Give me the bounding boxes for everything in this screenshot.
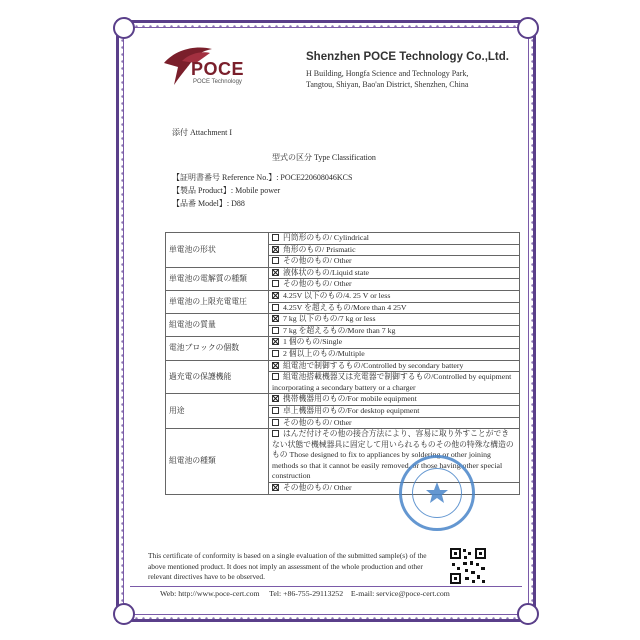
- option-text: 7 kg を超えるもの/More than 7 kg: [283, 325, 396, 335]
- info-model: [172, 198, 245, 209]
- option-text: 角形のもの/ Prismatic: [283, 244, 356, 254]
- address-line-1: H Building, Hongfa Science and Technology Park,: [306, 69, 469, 78]
- option-cell: [269, 290, 520, 302]
- footer-divider: [130, 586, 522, 587]
- info-reference: [172, 172, 352, 183]
- stamp-star-icon: [402, 458, 472, 528]
- option-text: 組電池搭載機器又は充電器で制御するもの/Controlled by equipment incorporating a secondary battery or a charger: [272, 372, 512, 392]
- table-row: [166, 337, 520, 349]
- option-text: 4.25V 以下のもの/4. 25 V or less: [283, 290, 391, 300]
- option-text: はんだ付けその他の接合方法により、容易に取り外すことができない状態で機械器具に固定して用いられるものその他の特殊な構造のもの Those designed to fix to appliances by soldering or other joining methods so that it cannot be easily removed, or those having other special construction: [272, 429, 514, 481]
- option-text: その他のもの/ Other: [283, 483, 352, 493]
- checkbox-icon: [272, 234, 279, 241]
- logo-wordmark: POCE: [191, 59, 245, 79]
- option-cell: [269, 256, 520, 268]
- attachment-label: 添付 Attachment I: [172, 128, 232, 137]
- option-cell: [269, 337, 520, 349]
- type-classification-title: 型式の区分 Type Classification: [272, 153, 376, 162]
- option-text: 卓上機器用のもの/For desktop equipment: [283, 405, 420, 415]
- info-value: : Mobile power: [230, 186, 281, 195]
- option-text: 1 個のもの/Single: [283, 337, 343, 347]
- table-row: [166, 314, 520, 326]
- address-line-2: Tangtou, Shiyan, Bao'an District, Shenzhen, China: [306, 80, 469, 89]
- footer-email: E-mail: service@poce-cert.com: [350, 589, 450, 598]
- category-cell: 組電池の種類: [166, 429, 269, 495]
- table-row: [166, 233, 520, 245]
- certificate-footnote: This certificate of conformity is based on a single evaluation of the submitted sample(s) of the above mentioned product. It does not imply an assessment of the whole production and other relevant directives have to be observed.: [148, 551, 427, 581]
- company-address: [306, 68, 468, 90]
- info-value: : D88: [226, 199, 245, 208]
- checked-box-icon: [272, 395, 279, 402]
- company-name: Shenzhen POCE Technology Co.,Ltd.: [306, 51, 509, 63]
- checkbox-icon: [272, 350, 279, 357]
- corner-ornament-bl: [113, 603, 135, 625]
- footer-web: Web: http://www.poce-cert.com: [160, 589, 260, 598]
- category-cell: 組電池の質量: [166, 314, 269, 337]
- checkbox-icon: [272, 257, 279, 264]
- corner-ornament-tr: [517, 17, 539, 39]
- info-label: 【証明書番号 Reference No.】: [172, 173, 277, 182]
- option-text: その他のもの/ Other: [283, 417, 352, 427]
- checkbox-icon: [272, 373, 279, 380]
- corner-ornament-tl: [113, 17, 135, 39]
- footer-tel: Tel: +86-755-29113252: [269, 589, 344, 598]
- option-cell: [269, 348, 520, 360]
- table-row: [166, 267, 520, 279]
- checked-box-icon: [272, 246, 279, 253]
- option-text: その他のもの/ Other: [283, 256, 352, 266]
- option-cell: [269, 325, 520, 337]
- footer-contacts: [160, 589, 450, 598]
- classification-table: [165, 232, 520, 495]
- logo-subtitle: POCE Technology: [193, 79, 242, 85]
- qr-code-icon: [449, 547, 487, 585]
- option-text: 組電池で制御するもの/Controlled by secondary battery: [283, 360, 464, 370]
- checked-box-icon: [272, 362, 279, 369]
- option-text: 2 個以上のもの/Multiple: [283, 348, 365, 358]
- option-cell: [269, 372, 520, 394]
- option-cell: [269, 233, 520, 245]
- option-cell: [269, 267, 520, 279]
- checkbox-icon: [272, 419, 279, 426]
- info-label: 【製品 Product】: [172, 186, 231, 195]
- category-cell: 単電池の形状: [166, 233, 269, 268]
- option-text: 液体状のもの/Liquid state: [283, 267, 369, 277]
- option-cell: [269, 394, 520, 406]
- table-row: [166, 394, 520, 406]
- option-cell: [269, 302, 520, 314]
- option-cell: [269, 360, 520, 372]
- option-cell: [269, 417, 520, 429]
- option-cell: [269, 279, 520, 291]
- info-label: 【品番 Model】: [172, 199, 227, 208]
- checkbox-icon: [272, 304, 279, 311]
- category-cell: 用途: [166, 394, 269, 429]
- option-cell: [269, 405, 520, 417]
- option-text: 円筒形のもの/ Cylindrical: [283, 233, 369, 242]
- option-cell: [269, 314, 520, 326]
- category-cell: 単電池の電解質の種類: [166, 267, 269, 290]
- checked-box-icon: [272, 269, 279, 276]
- option-cell: [269, 429, 520, 483]
- corner-ornament-br: [517, 603, 539, 625]
- category-cell: 単電池の上限充電電圧: [166, 290, 269, 313]
- checked-box-icon: [272, 484, 279, 491]
- table-row: [166, 360, 520, 372]
- option-cell: [269, 483, 520, 495]
- option-text: その他のもの/ Other: [283, 279, 352, 289]
- checkbox-icon: [272, 327, 279, 334]
- info-value: : POCE220608046KCS: [276, 173, 353, 182]
- table-row: [166, 290, 520, 302]
- checked-box-icon: [272, 292, 279, 299]
- checkbox-icon: [272, 407, 279, 414]
- approval-stamp: [399, 455, 475, 531]
- info-product: [172, 185, 280, 196]
- category-cell: 過充電の保護機能: [166, 360, 269, 394]
- checkbox-icon: [272, 280, 279, 287]
- checked-box-icon: [272, 315, 279, 322]
- checked-box-icon: [272, 338, 279, 345]
- category-cell: 電池ブロックの個数: [166, 337, 269, 360]
- option-text: 4.25V を超えるもの/More than 4 25V: [283, 302, 407, 312]
- option-cell: [269, 244, 520, 256]
- option-text: 携帯機器用のもの/For mobile equipment: [283, 394, 417, 404]
- checkbox-icon: [272, 430, 279, 437]
- option-text: 7 kg 以下のもの/7 kg or less: [283, 314, 376, 324]
